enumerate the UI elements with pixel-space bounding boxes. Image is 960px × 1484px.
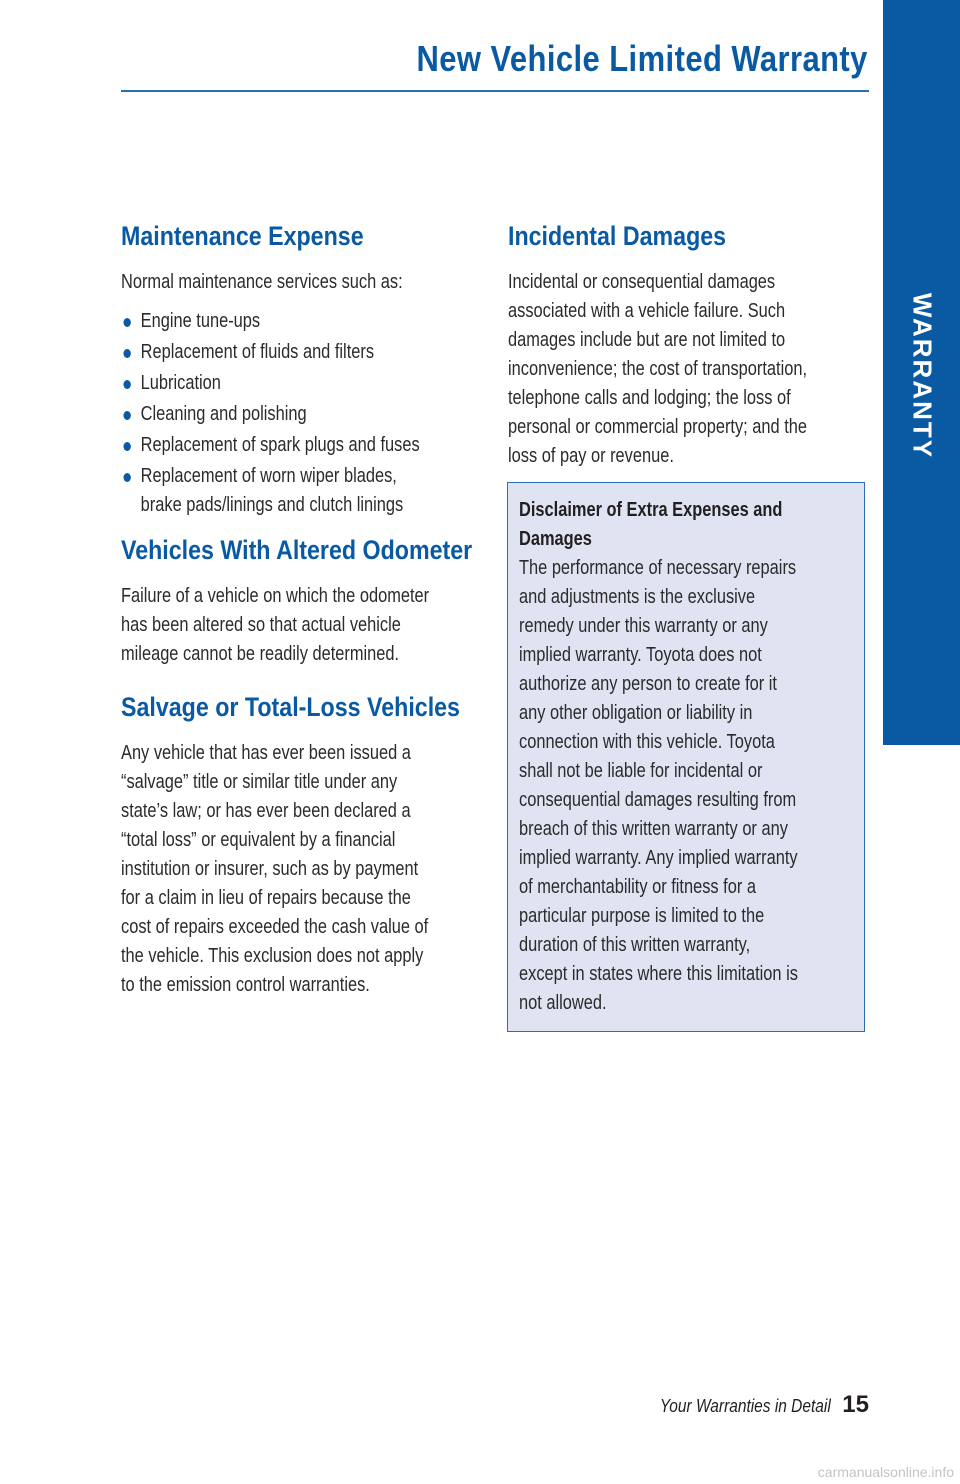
disclaimer-text-line: implied warranty. Any implied warranty	[519, 847, 798, 869]
watermark: carmanualsonline.info	[817, 1464, 954, 1480]
list-item: Lubrication	[121, 369, 416, 398]
right-column	[508, 218, 868, 471]
disclaimer-text-line: remedy under this warranty or any	[519, 615, 768, 637]
disclaimer-title: Damages	[519, 528, 592, 550]
list-item: Replacement of fluids and filters	[121, 338, 416, 367]
salvage-heading: Salvage or Total-Loss Vehicles	[121, 692, 460, 722]
incidental-text-line: associated with a vehicle failure. Such	[508, 300, 786, 322]
page-number: 15	[842, 1391, 869, 1418]
bullet-icon	[123, 380, 130, 389]
incidental-text-line: personal or commercial property; and the	[508, 416, 807, 438]
maintenance-heading: Maintenance Expense	[121, 221, 364, 251]
disclaimer-text-line: and adjustments is the exclusive	[519, 586, 756, 608]
disclaimer-box	[507, 482, 865, 1032]
footer-label: Your Warranties in Detail	[659, 1396, 831, 1416]
disclaimer-text-line: any other obligation or liability in	[519, 702, 753, 724]
maintenance-list	[121, 307, 481, 520]
disclaimer-text-line: of merchantability or fitness for a	[519, 876, 756, 898]
bullet-icon	[123, 349, 130, 358]
list-item: Replacement of worn wiper blades, brake pads/linings and clutch linings	[121, 462, 416, 520]
disclaimer-text-line: particular purpose is limited to the	[519, 905, 765, 927]
bullet-icon	[123, 473, 130, 482]
maintenance-intro: Normal maintenance services such as:	[121, 271, 403, 293]
bullet-icon	[123, 318, 130, 327]
side-tab-label: WARRANTY	[907, 292, 937, 460]
list-item: Cleaning and polishing	[121, 400, 416, 429]
list-item: Engine tune-ups	[121, 307, 416, 336]
incidental-text-line: damages include but are not limited to	[508, 329, 786, 351]
salvage-text-line: to the emission control warranties.	[121, 974, 370, 996]
odometer-text-line: has been altered so that actual vehicle	[121, 614, 401, 636]
salvage-text-line: “salvage” title or similar title under any	[121, 771, 398, 793]
disclaimer-text-line: breach of this written warranty or any	[519, 818, 788, 840]
disclaimer-text-line: The performance of necessary repairs	[519, 557, 797, 579]
salvage-text-line: Any vehicle that has ever been issued a	[121, 742, 411, 764]
odometer-heading: Vehicles With Altered Odometer	[121, 535, 473, 565]
incidental-text-line: inconvenience; the cost of transportation,	[508, 358, 808, 380]
page-footer	[632, 1391, 869, 1419]
bullet-icon	[123, 411, 130, 420]
incidental-text-line: telephone calls and lodging; the loss of	[508, 387, 791, 409]
incidental-text-line: Incidental or consequential damages	[508, 271, 776, 293]
salvage-text-line: for a claim in lieu of repairs because the	[121, 887, 411, 909]
disclaimer-text-line: consequential damages resulting from	[519, 789, 797, 811]
list-item: Replacement of spark plugs and fuses	[121, 431, 416, 460]
odometer-text-line: mileage cannot be readily determined.	[121, 643, 400, 665]
incidental-heading: Incidental Damages	[508, 221, 727, 251]
odometer-text-line: Failure of a vehicle on which the odometer	[121, 585, 430, 607]
salvage-text-line: institution or insurer, such as by payment	[121, 858, 419, 880]
disclaimer-title: Disclaimer of Extra Expenses and	[519, 499, 783, 521]
disclaimer-text-line: duration of this written warranty,	[519, 934, 751, 956]
page-title: New Vehicle Limited Warranty	[416, 38, 868, 79]
disclaimer-text-line: not allowed.	[519, 992, 607, 1014]
title-divider	[121, 90, 869, 92]
incidental-text-line: loss of pay or revenue.	[508, 445, 674, 467]
bullet-icon	[123, 442, 130, 451]
disclaimer-text-line: connection with this vehicle. Toyota	[519, 731, 775, 753]
salvage-text-line: “total loss” or equivalent by a financial	[121, 829, 396, 851]
disclaimer-text-line: shall not be liable for incidental or	[519, 760, 763, 782]
disclaimer-text-line: authorize any person to create for it	[519, 673, 777, 695]
disclaimer-text-line: implied warranty. Toyota does not	[519, 644, 762, 666]
salvage-text-line: state’s law; or has ever been declared a	[121, 800, 411, 822]
left-column	[121, 218, 481, 1000]
side-tab	[883, 0, 960, 745]
salvage-text-line: the vehicle. This exclusion does not apply	[121, 945, 424, 967]
salvage-text-line: cost of repairs exceeded the cash value of	[121, 916, 429, 938]
disclaimer-text-line: except in states where this limitation is	[519, 963, 798, 985]
